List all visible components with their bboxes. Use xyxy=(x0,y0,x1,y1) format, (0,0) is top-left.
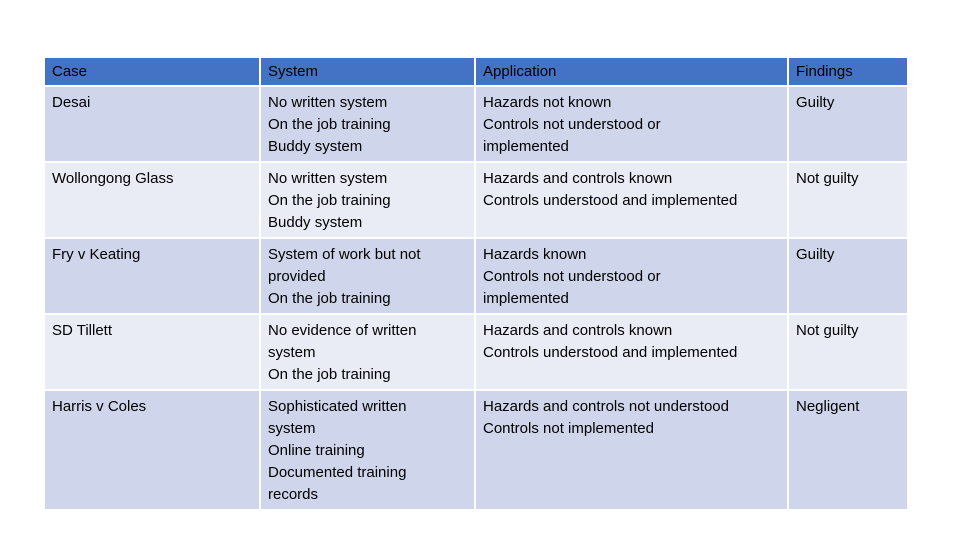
system-line: On the job training xyxy=(268,192,391,209)
application-cell xyxy=(475,238,788,314)
header-application: Application xyxy=(475,57,788,86)
application-line: Controls understood and implemented xyxy=(483,192,738,209)
findings-cell: Not guilty xyxy=(788,162,908,238)
table-row xyxy=(44,238,908,314)
application-cell xyxy=(475,86,788,162)
system-line: system xyxy=(268,344,316,361)
table-row xyxy=(44,162,908,238)
system-line: On the job training xyxy=(268,290,391,307)
header-case: Case xyxy=(44,57,260,86)
system-cell xyxy=(260,86,475,162)
system-line: No written system xyxy=(268,94,388,111)
application-line: Hazards and controls known xyxy=(483,170,673,187)
findings-cell: Guilty xyxy=(788,86,908,162)
table-header xyxy=(44,57,908,86)
system-line: System of work but not xyxy=(268,246,421,263)
system-cell xyxy=(260,162,475,238)
system-cell xyxy=(260,390,475,510)
system-cell xyxy=(260,238,475,314)
system-line: Documented training xyxy=(268,464,407,481)
system-line: Sophisticated written xyxy=(268,398,407,415)
case-cell: Wollongong Glass xyxy=(44,162,260,238)
system-line: provided xyxy=(268,268,326,285)
table-body xyxy=(44,86,908,510)
table-row xyxy=(44,86,908,162)
case-cell: SD Tillett xyxy=(44,314,260,390)
case-cell: Desai xyxy=(44,86,260,162)
application-cell xyxy=(475,314,788,390)
system-line: Buddy system xyxy=(268,214,363,231)
case-cell: Harris v Coles xyxy=(44,390,260,510)
findings-cell: Negligent xyxy=(788,390,908,510)
system-line: No written system xyxy=(268,170,388,187)
application-cell xyxy=(475,162,788,238)
header-system: System xyxy=(260,57,475,86)
application-line: implemented xyxy=(483,138,569,155)
table-row xyxy=(44,390,908,510)
system-line: system xyxy=(268,420,316,437)
system-cell xyxy=(260,314,475,390)
system-line: No evidence of written xyxy=(268,322,417,339)
case-cell: Fry v Keating xyxy=(44,238,260,314)
case-findings-table xyxy=(43,56,909,511)
application-line: Controls not understood or xyxy=(483,268,661,285)
application-line: Hazards and controls known xyxy=(483,322,673,339)
system-line: On the job training xyxy=(268,366,391,383)
header-row xyxy=(44,57,908,86)
application-line: Hazards known xyxy=(483,246,587,263)
case-findings-table-container xyxy=(43,56,907,511)
system-line: Buddy system xyxy=(268,138,363,155)
application-line: Controls understood and implemented xyxy=(483,344,738,361)
system-line: On the job training xyxy=(268,116,391,133)
findings-cell: Guilty xyxy=(788,238,908,314)
application-line: Controls not understood or xyxy=(483,116,661,133)
application-line: Controls not implemented xyxy=(483,420,654,437)
table-row xyxy=(44,314,908,390)
application-line: Hazards not known xyxy=(483,94,612,111)
system-line: Online training xyxy=(268,442,365,459)
application-line: Hazards and controls not understood xyxy=(483,398,729,415)
application-line: implemented xyxy=(483,290,569,307)
application-cell xyxy=(475,390,788,510)
header-findings: Findings xyxy=(788,57,908,86)
system-line: records xyxy=(268,486,319,503)
findings-cell: Not guilty xyxy=(788,314,908,390)
